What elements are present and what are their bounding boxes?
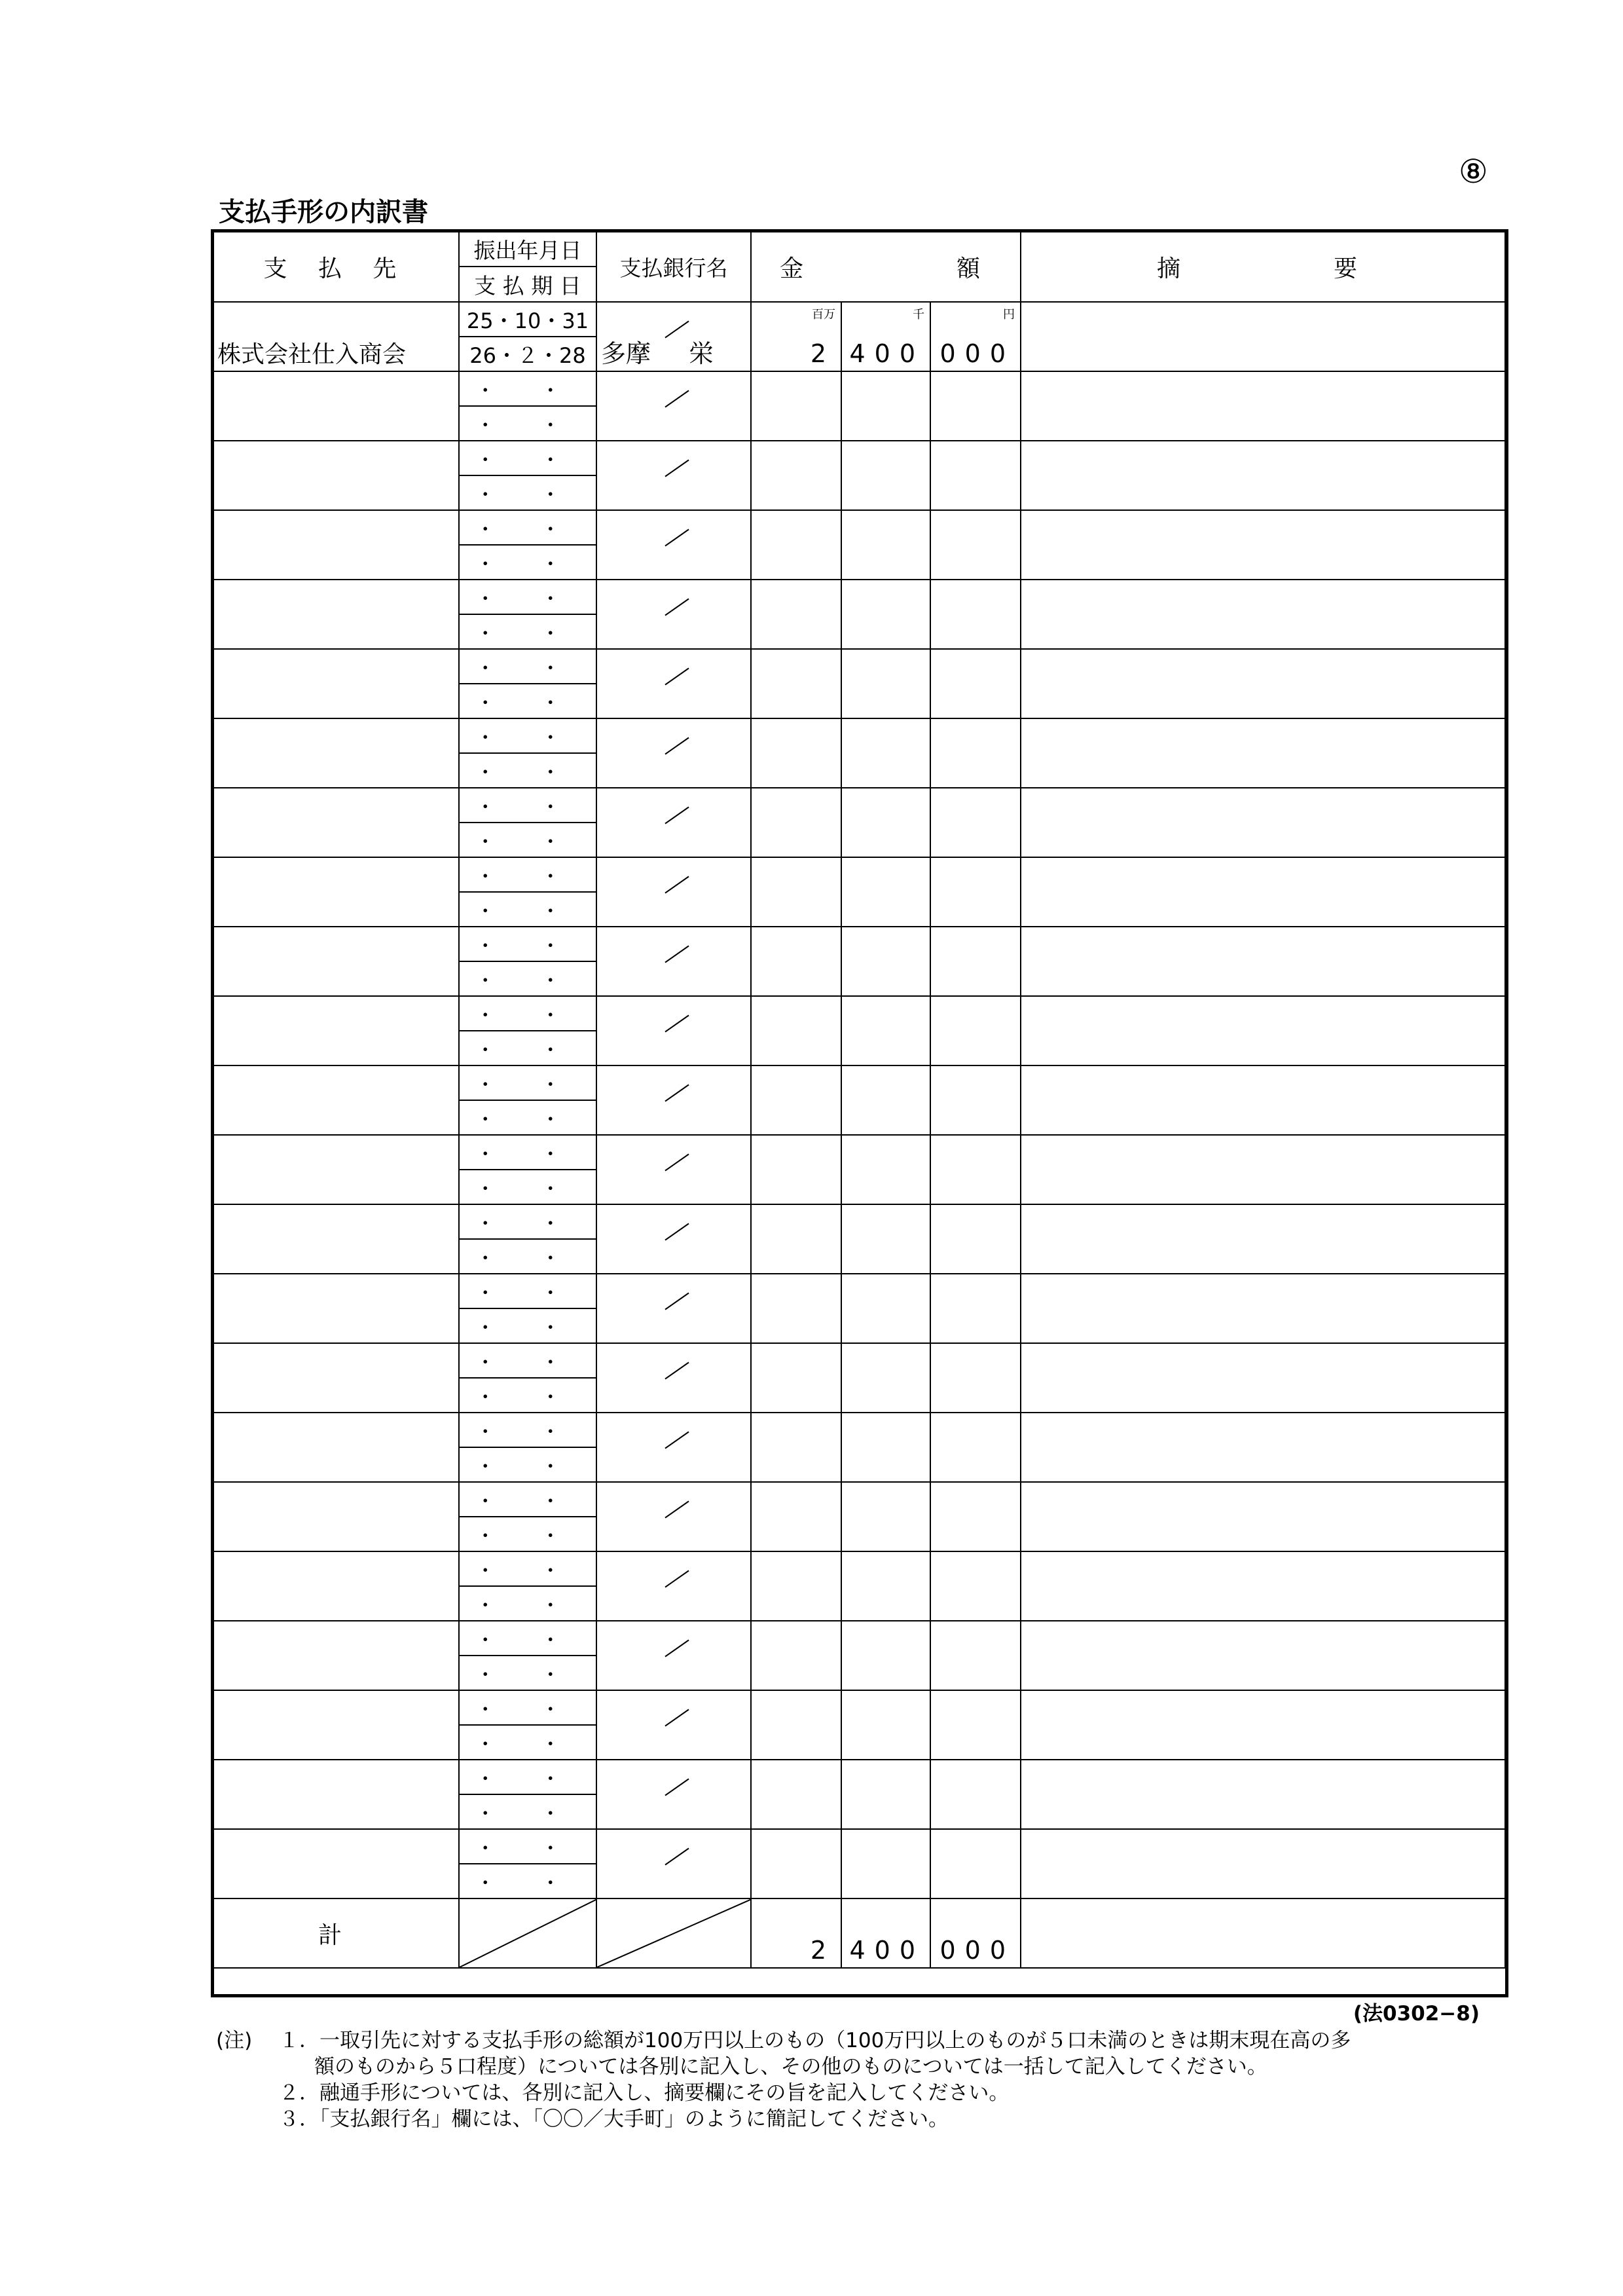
form-code: (法0302−8): [1353, 2002, 1480, 2026]
bank-separator-slash: [665, 1293, 689, 1310]
issue-date-cell[interactable]: ・ ・: [459, 1829, 596, 1864]
bank-separator-slash: [665, 876, 689, 894]
amount-yen-cell[interactable]: [930, 1829, 1021, 1898]
total-bank-cell-disabled: [596, 1898, 751, 1968]
remarks-cell[interactable]: [1021, 857, 1505, 927]
amount-millions: 2: [810, 1936, 835, 1965]
due-date-cell[interactable]: ・ ・: [459, 684, 596, 718]
table-row: [213, 1551, 1505, 1586]
amount-thousands-cell[interactable]: [841, 441, 930, 510]
amount-thousands: 400: [849, 339, 924, 368]
payee-cell[interactable]: [213, 510, 459, 580]
due-date-cell[interactable]: ・ ・: [459, 1517, 596, 1551]
amount-thousands-cell[interactable]: [841, 1760, 930, 1829]
due-date-cell[interactable]: ・ ・: [459, 406, 596, 441]
amount-millions-cell[interactable]: [751, 371, 841, 441]
issue-date-cell[interactable]: ・ ・: [459, 441, 596, 475]
payee-cell[interactable]: [213, 1135, 459, 1204]
due-date-cell[interactable]: ・ ・: [459, 614, 596, 649]
amount-yen-cell[interactable]: [930, 1274, 1021, 1343]
document-title: 支払手形の内訳書: [219, 197, 428, 227]
amount-yen-cell[interactable]: [930, 1343, 1021, 1413]
bank-cell[interactable]: [596, 302, 751, 371]
bank-cell[interactable]: [596, 1413, 751, 1482]
issue-date-cell[interactable]: ・ ・: [459, 1274, 596, 1308]
amount-yen-cell[interactable]: [930, 1621, 1021, 1690]
table-row: [213, 649, 1505, 684]
remarks-cell[interactable]: [1021, 1413, 1505, 1482]
table-row: [213, 1690, 1505, 1725]
payee-cell[interactable]: [213, 927, 459, 996]
amount-thousands-cell[interactable]: [841, 580, 930, 649]
total-row: [213, 1898, 1505, 1968]
diagonal-line: [597, 1899, 751, 1967]
amount-yen-cell[interactable]: [930, 371, 1021, 441]
amount-thousands: 400: [849, 1936, 924, 1965]
payee-cell[interactable]: [213, 1343, 459, 1413]
table-row: [213, 788, 1505, 823]
bank-separator-slash: [665, 599, 689, 616]
table-row: [213, 927, 1505, 961]
payee-cell[interactable]: [213, 1621, 459, 1690]
issue-date-cell[interactable]: ・ ・: [459, 580, 596, 614]
payee-cell[interactable]: [213, 441, 459, 510]
page-number: ⑧: [1459, 153, 1488, 191]
diagonal-line: [460, 1899, 596, 1967]
table-row: [213, 1413, 1505, 1447]
amount-millions-cell[interactable]: [751, 1690, 841, 1760]
amount-yen: 000: [939, 1936, 1015, 1965]
unit-thousand-label: 千: [913, 308, 924, 322]
payment-notes-form: [212, 231, 1504, 1993]
amount-thousands-cell[interactable]: [841, 718, 930, 788]
amount-millions-cell[interactable]: [751, 1204, 841, 1274]
bank-cell[interactable]: [596, 996, 751, 1065]
amount-yen-cell[interactable]: [930, 1482, 1021, 1551]
note-2: ２．融通手形については、各別に記入し、摘要欄にその旨を記入してください。: [279, 2081, 1010, 2105]
remarks-cell[interactable]: [1021, 580, 1505, 649]
notes-label: (注): [216, 2029, 253, 2052]
due-date-cell[interactable]: ・ ・: [459, 823, 596, 857]
bank-separator-slash: [665, 1848, 689, 1866]
bank-cell[interactable]: [596, 510, 751, 580]
amount-yen-cell[interactable]: [930, 927, 1021, 996]
amount-yen-cell[interactable]: [930, 510, 1021, 580]
payee-cell[interactable]: [213, 580, 459, 649]
payee-cell[interactable]: [213, 1413, 459, 1482]
bank-separator-slash: [665, 1709, 689, 1727]
bank-separator-slash: [665, 737, 689, 755]
bank-separator-slash: [665, 668, 689, 686]
table-row: [213, 1204, 1505, 1239]
table-row: [213, 1274, 1505, 1308]
remarks-cell[interactable]: [1021, 1760, 1505, 1829]
issue-date-cell[interactable]: ・ ・: [459, 1343, 596, 1378]
payee-cell[interactable]: [213, 1065, 459, 1135]
issue-date-cell[interactable]: ・ ・: [459, 1621, 596, 1656]
due-date-cell[interactable]: ・ ・: [459, 1100, 596, 1135]
amount-yen-cell[interactable]: [930, 302, 1021, 371]
amount-thousands-cell[interactable]: [841, 788, 930, 857]
bank-cell[interactable]: [596, 1621, 751, 1690]
amount-thousands-cell[interactable]: [841, 371, 930, 441]
issue-date-cell[interactable]: ・ ・: [459, 510, 596, 545]
amount-thousands-cell[interactable]: [841, 1829, 930, 1898]
bank-cell[interactable]: [596, 1829, 751, 1898]
issue-date-cell[interactable]: ・ ・: [459, 1690, 596, 1725]
amount-thousands-cell[interactable]: [841, 1551, 930, 1621]
issue-date-cell[interactable]: ・ ・: [459, 371, 596, 406]
due-date-cell[interactable]: ・ ・: [459, 1239, 596, 1274]
bank-cell[interactable]: [596, 441, 751, 510]
amount-thousands-cell[interactable]: [841, 996, 930, 1065]
issue-date-cell[interactable]: ・ ・: [459, 927, 596, 961]
payee-cell[interactable]: [213, 1551, 459, 1621]
amount-thousands-cell[interactable]: [841, 1690, 930, 1760]
issue-date-cell[interactable]: ・ ・: [459, 718, 596, 753]
amount-millions: 2: [810, 339, 835, 368]
payee-cell[interactable]: [213, 788, 459, 857]
amount-thousands-cell[interactable]: [841, 1274, 930, 1343]
amount-millions-cell[interactable]: [751, 718, 841, 788]
issue-date-cell[interactable]: ・ ・: [459, 1135, 596, 1170]
payee-cell[interactable]: 株式会社仕入商会: [213, 302, 459, 371]
table-row: [213, 718, 1505, 753]
amount-thousands-cell[interactable]: [841, 927, 930, 996]
amount-millions-cell[interactable]: [751, 857, 841, 927]
bank-separator-slash: [665, 390, 689, 408]
bank-separator-slash: [665, 1432, 689, 1449]
payee-cell[interactable]: [213, 996, 459, 1065]
header-payee: 支 払 先: [213, 231, 459, 302]
due-date-cell[interactable]: ・ ・: [459, 961, 596, 996]
due-date-cell[interactable]: ・ ・: [459, 1794, 596, 1829]
payee-cell[interactable]: [213, 649, 459, 718]
due-date-cell[interactable]: ・ ・: [459, 1031, 596, 1065]
amount-millions-cell[interactable]: [751, 441, 841, 510]
payee-cell[interactable]: [213, 1482, 459, 1551]
amount-millions-cell[interactable]: [751, 788, 841, 857]
amount-yen-cell[interactable]: [930, 1898, 1021, 1968]
bank-cell[interactable]: [596, 857, 751, 927]
issue-date-cell[interactable]: ・ ・: [459, 996, 596, 1031]
amount-millions-cell[interactable]: [751, 1135, 841, 1204]
table-row: [213, 1065, 1505, 1100]
payee-cell[interactable]: [213, 857, 459, 927]
issue-date-cell[interactable]: ・ ・: [459, 649, 596, 684]
due-date-cell[interactable]: ・ ・: [459, 1586, 596, 1621]
amount-yen-cell[interactable]: [930, 857, 1021, 927]
unit-yen-label: 円: [1003, 308, 1015, 322]
amount-thousands-cell[interactable]: [841, 649, 930, 718]
bank-cell[interactable]: [596, 1343, 751, 1413]
bank-separator-slash: [665, 460, 689, 477]
note-1: １．一取引先に対する支払手形の総額が100万円以上のもの（100万円以上のものが５口未満のときは期末現在高の多: [279, 2029, 1351, 2052]
bank-separator-slash: [665, 321, 689, 339]
bank-cell[interactable]: [596, 718, 751, 788]
amount-yen-cell[interactable]: [930, 1135, 1021, 1204]
bank-cell[interactable]: [596, 1135, 751, 1204]
remarks-cell[interactable]: [1021, 1065, 1505, 1135]
bank-cell[interactable]: [596, 1760, 751, 1829]
bank-cell[interactable]: [596, 1274, 751, 1343]
amount-millions-cell[interactable]: [751, 996, 841, 1065]
amount-millions-cell[interactable]: [751, 927, 841, 996]
amount-thousands-cell[interactable]: [841, 1343, 930, 1413]
amount-yen-cell[interactable]: [930, 580, 1021, 649]
amount-millions-cell[interactable]: [751, 1829, 841, 1898]
due-date-cell[interactable]: 26・２・28: [459, 337, 596, 371]
issue-date-cell[interactable]: ・ ・: [459, 1413, 596, 1447]
form-table: [212, 231, 1506, 1969]
amount-yen-cell[interactable]: [930, 718, 1021, 788]
header-remarks: 摘 要: [1021, 231, 1505, 302]
bank-cell[interactable]: [596, 371, 751, 441]
remarks-cell[interactable]: [1021, 1690, 1505, 1760]
payee-cell[interactable]: [213, 718, 459, 788]
due-date-cell[interactable]: ・ ・: [459, 753, 596, 788]
amount-thousands-cell[interactable]: [841, 1413, 930, 1482]
amount-thousands-cell[interactable]: [841, 1204, 930, 1274]
remarks-cell[interactable]: [1021, 371, 1505, 441]
bank-separator-slash: [665, 946, 689, 963]
remarks-cell[interactable]: [1021, 1829, 1505, 1898]
bank-separator-slash: [665, 1223, 689, 1241]
amount-thousands-cell[interactable]: [841, 510, 930, 580]
amount-millions-cell[interactable]: [751, 649, 841, 718]
table-row: [213, 1135, 1505, 1170]
amount-yen-cell[interactable]: [930, 1551, 1021, 1621]
amount-thousands-cell[interactable]: [841, 1135, 930, 1204]
table-row: [213, 510, 1505, 545]
amount-thousands-cell[interactable]: [841, 1621, 930, 1690]
remarks-cell[interactable]: [1021, 927, 1505, 996]
header-issue-date: 振出年月日: [459, 231, 596, 267]
header-amount: 金 額: [751, 231, 1021, 302]
bank-separator-slash: [665, 1084, 689, 1102]
payee-cell[interactable]: [213, 1760, 459, 1829]
due-date-cell[interactable]: ・ ・: [459, 1864, 596, 1898]
total-label: 計: [213, 1898, 459, 1968]
amount-yen-cell[interactable]: [930, 441, 1021, 510]
bank-cell[interactable]: [596, 1204, 751, 1274]
amount-yen-cell[interactable]: [930, 1204, 1021, 1274]
table-row: [213, 1760, 1505, 1794]
total-remarks-cell[interactable]: [1021, 1898, 1505, 1968]
amount-yen-cell[interactable]: [930, 1413, 1021, 1482]
payee-cell[interactable]: [213, 1690, 459, 1760]
issue-date-cell[interactable]: ・ ・: [459, 1065, 596, 1100]
issue-date-cell[interactable]: ・ ・: [459, 1760, 596, 1794]
issue-date-cell[interactable]: ・ ・: [459, 1482, 596, 1517]
amount-millions-cell[interactable]: [751, 1482, 841, 1551]
amount-thousands-cell[interactable]: [841, 1898, 930, 1968]
remarks-cell[interactable]: [1021, 441, 1505, 510]
note-1-cont: 額のものから５口程度）については各別に記入し、その他のものについては一括して記入してください。: [314, 2055, 1267, 2079]
remarks-cell[interactable]: [1021, 1135, 1505, 1204]
amount-thousands-cell[interactable]: [841, 857, 930, 927]
bank-separator-slash: [665, 529, 689, 547]
table-row: [213, 1482, 1505, 1517]
due-date-cell[interactable]: ・ ・: [459, 1170, 596, 1204]
payee-cell[interactable]: [213, 1204, 459, 1274]
due-date-cell[interactable]: ・ ・: [459, 545, 596, 580]
table-row: [213, 996, 1505, 1031]
amount-millions-cell[interactable]: [751, 1760, 841, 1829]
due-date-cell[interactable]: ・ ・: [459, 1378, 596, 1413]
bank-cell[interactable]: [596, 927, 751, 996]
branch-name: 栄: [689, 339, 714, 368]
issue-date-cell[interactable]: 25・10・31: [459, 302, 596, 337]
remarks-cell[interactable]: [1021, 302, 1505, 371]
bank-cell[interactable]: [596, 1551, 751, 1621]
due-date-cell[interactable]: ・ ・: [459, 1725, 596, 1760]
due-date-cell[interactable]: ・ ・: [459, 892, 596, 927]
bank-cell[interactable]: [596, 1482, 751, 1551]
amount-millions-cell[interactable]: [751, 302, 841, 371]
table-row: [213, 580, 1505, 614]
table-row: [213, 1829, 1505, 1864]
bank-cell[interactable]: [596, 649, 751, 718]
amount-millions-cell[interactable]: [751, 1551, 841, 1621]
table-row: [213, 371, 1505, 406]
bank-name: 多摩: [601, 339, 651, 368]
bank-cell[interactable]: [596, 788, 751, 857]
due-date-cell[interactable]: ・ ・: [459, 1656, 596, 1690]
remarks-cell[interactable]: [1021, 1343, 1505, 1413]
payee-cell[interactable]: [213, 371, 459, 441]
amount-millions-cell[interactable]: [751, 1413, 841, 1482]
unit-million-label: 百万: [812, 308, 835, 322]
amount-thousands-cell[interactable]: [841, 302, 930, 371]
bank-separator-slash: [665, 1154, 689, 1172]
remarks-cell[interactable]: [1021, 996, 1505, 1065]
bank-separator-slash: [665, 1779, 689, 1796]
amount-yen-cell[interactable]: [930, 1760, 1021, 1829]
amount-yen-cell[interactable]: [930, 788, 1021, 857]
table-row: [213, 302, 1505, 337]
table-row: [213, 1343, 1505, 1378]
bank-separator-slash: [665, 1501, 689, 1519]
amount-yen-cell[interactable]: [930, 996, 1021, 1065]
remarks-cell[interactable]: [1021, 1274, 1505, 1343]
bank-separator-slash: [665, 1362, 689, 1380]
due-date-cell[interactable]: ・ ・: [459, 1308, 596, 1343]
bank-cell[interactable]: [596, 1690, 751, 1760]
payee-cell[interactable]: [213, 1829, 459, 1898]
amount-millions-cell[interactable]: [751, 1898, 841, 1968]
amount-millions-cell[interactable]: [751, 1065, 841, 1135]
remarks-cell[interactable]: [1021, 1204, 1505, 1274]
table-row: [213, 857, 1505, 892]
header-bank: 支払銀行名: [596, 231, 751, 302]
remarks-cell[interactable]: [1021, 510, 1505, 580]
bank-cell[interactable]: [596, 580, 751, 649]
remarks-cell[interactable]: [1021, 718, 1505, 788]
payee-cell[interactable]: [213, 1274, 459, 1343]
due-date-cell[interactable]: ・ ・: [459, 1447, 596, 1482]
remarks-cell[interactable]: [1021, 788, 1505, 857]
amount-thousands-cell[interactable]: [841, 1482, 930, 1551]
amount-millions-cell[interactable]: [751, 1621, 841, 1690]
remarks-cell[interactable]: [1021, 1621, 1505, 1690]
amount-yen: 000: [939, 339, 1015, 368]
issue-date-cell[interactable]: ・ ・: [459, 788, 596, 823]
bank-separator-slash: [665, 1570, 689, 1588]
amount-yen-cell[interactable]: [930, 649, 1021, 718]
remarks-cell[interactable]: [1021, 1551, 1505, 1621]
bank-separator-slash: [665, 807, 689, 824]
total-date-cell-disabled: [459, 1898, 596, 1968]
issue-date-cell[interactable]: ・ ・: [459, 857, 596, 892]
table-row: [213, 441, 1505, 475]
amount-millions-cell[interactable]: [751, 580, 841, 649]
amount-millions-cell[interactable]: [751, 1343, 841, 1413]
note-3: ３．「支払銀行名」欄には、「〇〇／大手町」のように簡記してください。: [279, 2107, 949, 2131]
amount-yen-cell[interactable]: [930, 1065, 1021, 1135]
issue-date-cell[interactable]: ・ ・: [459, 1551, 596, 1586]
table-row: [213, 1621, 1505, 1656]
amount-millions-cell[interactable]: [751, 1274, 841, 1343]
amount-millions-cell[interactable]: [751, 510, 841, 580]
remarks-cell[interactable]: [1021, 1482, 1505, 1551]
bank-separator-slash: [665, 1640, 689, 1657]
remarks-cell[interactable]: [1021, 649, 1505, 718]
bank-cell[interactable]: [596, 1065, 751, 1135]
header-due-date: 支 払 期 日: [459, 267, 596, 302]
issue-date-cell[interactable]: ・ ・: [459, 1204, 596, 1239]
due-date-cell[interactable]: ・ ・: [459, 475, 596, 510]
bank-separator-slash: [665, 1015, 689, 1033]
amount-thousands-cell[interactable]: [841, 1065, 930, 1135]
amount-yen-cell[interactable]: [930, 1690, 1021, 1760]
